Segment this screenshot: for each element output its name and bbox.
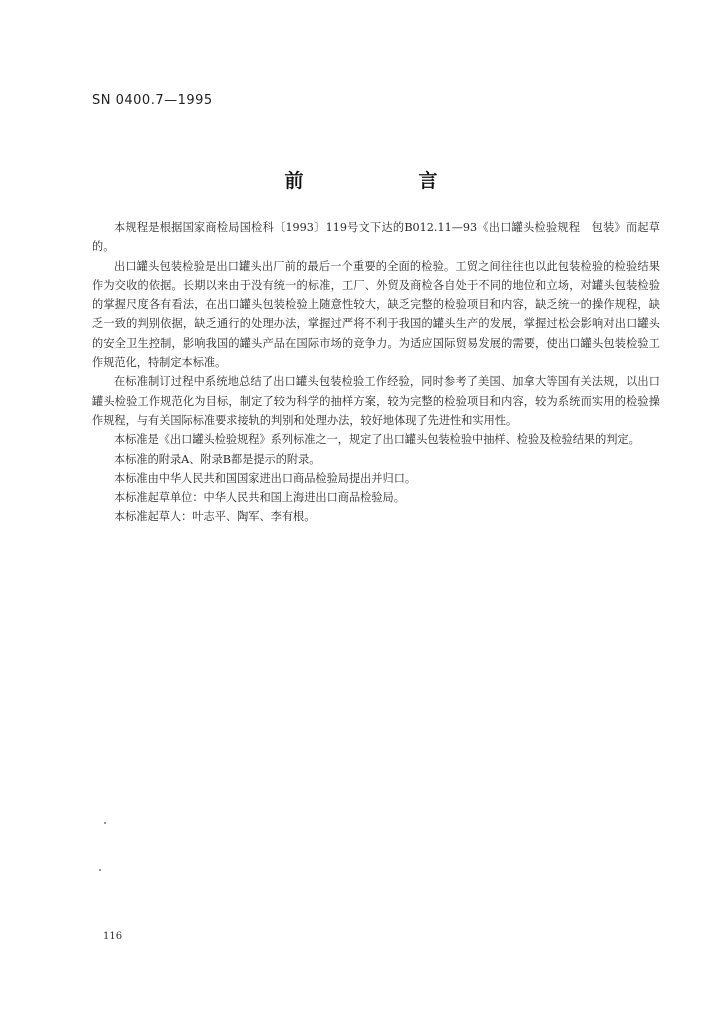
paragraph-appendix-note: 本标准的附录A、附录B都是提示的附录。 [114, 452, 321, 466]
page-title: 前 言 [284, 170, 486, 192]
page-number: 116 [103, 931, 123, 942]
paragraph-drafting-process: 在标准制订过程中系统地总结了出口罐头包装检验工作经验，同时参考了美国、加拿大等国有关法规，以出口罐头检验工作规范化为目标，制定了较为科学的抽样方案，较为完整的检验项目和内容，较为系统而实用的检验操作规程，与有关国际标准要求接轨的判别和处理办法，较好地体现了先进性和实用性。 [92, 375, 660, 427]
paragraph-drafters: 本标准起草人：叶志平、陶军、李有根。 [114, 510, 316, 524]
scan-speck [104, 822, 106, 824]
standard-code: SN 0400.7—1995 [92, 93, 213, 108]
scan-speck [99, 869, 101, 871]
foreword-body [92, 218, 660, 527]
paragraph-background: 出口罐头包装检验是出口罐头出厂前的最后一个重要的全面的检验。工贸之间往往也以此包装检验的检验结果作为交收的依据。长期以来由于没有统一的标准，工厂、外贸及商检各自处于不同的地位和立场，对罐头包装检验的掌握尺度各有看法，在出口罐头包装检验上随意性较大，缺乏完整的检验项目和内容，缺乏统一的操作规程，缺乏一致的判别依据，缺乏通行的处理办法，掌握过严将不利于我国的罐头生产的发展，掌握过松会影响对出口罐头的安全卫生控制，影响我国的罐头产品在国际市场的竞争力。为适应国际贸易发展的需要，使出口罐头包装检验工作规范化，特制定本标准。 [92, 259, 660, 370]
paragraph-proposer: 本标准由中华人民共和国国家进出口商品检验局提出并归口。 [114, 471, 417, 485]
paragraph-scope: 本标准是《出口罐头检验规程》系列标准之一，规定了出口罐头包装检验中抽样、检验及检验结果的判定。 [114, 433, 640, 447]
paragraph-drafting-unit: 本标准起草单位：中华人民共和国上海进出口商品检验局。 [114, 491, 405, 505]
paragraph-origin: 本规程是根据国家商检局国检科〔1993〕119号文下达的B012.11—93《出口罐头检验规程 包装》而起草的。 [92, 221, 660, 254]
